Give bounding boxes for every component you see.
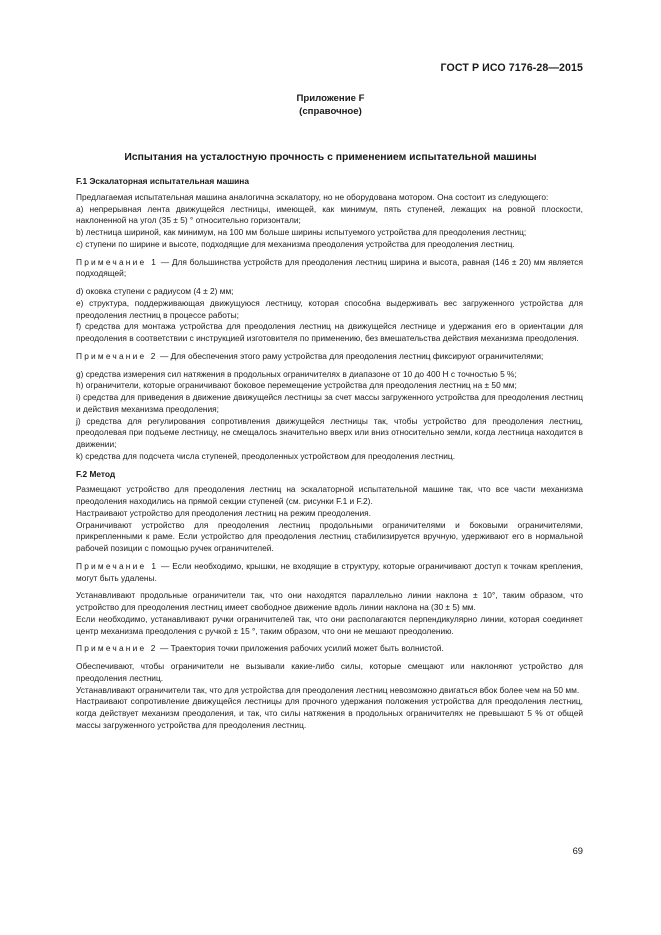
list-item-e: e) структура, поддерживающая движущуюся лестницу, которая способна выдерживать вес загруженного устройства для преодоления лестниц в процессе работы; xyxy=(76,297,583,320)
list-item-a: a) непрерывная лента движущейся лестницы, имеющей, как минимум, пять ступеней, лежащих на ровной плоскости, наклоненной на угол (35 ± 5) ° относительно горизонтали; xyxy=(76,203,583,226)
note-text: — Если необходимо, крышки, не входящие в структуру, которые ограничивают доступ к точкам крепления, могут быть удалены. xyxy=(76,560,584,583)
paragraph: Устанавливают ограничители так, что для устройства для преодоления лестниц невозможно двигаться вбок более чем на 50 мм. xyxy=(76,684,580,695)
note-label: Примечание 1 xyxy=(76,560,159,571)
paragraph: Ограничивают устройство для преодоления лестниц продольными ограничителями и боковыми ограничителями, прикрепленными к раме. Если устройство для преодоления лестниц стабилизируется вручную, удерживают его в нормальной рабочей позиции с помощью ручек ограничителей. xyxy=(76,519,583,553)
paragraph: Устанавливают продольные ограничители так, что они находятся параллельно линии наклона ± 10°, таким образом, что устройство для преодоления лестниц имеет свободное движение вдоль линии наклона на (30 ± 5) мм. xyxy=(76,590,583,612)
annex-heading xyxy=(0,92,661,118)
document-body xyxy=(76,176,583,732)
paragraph: Предлагаемая испытательная машина аналогична эскалатору, но не оборудована мотором. Она состоит из следующего: xyxy=(76,191,549,202)
note-1 xyxy=(76,257,583,281)
list-item-i: i) средства для приведения в движение движущейся лестницы за счет массы загруженного устройства для преодоления лестниц и действия механизма преодоления; xyxy=(76,392,583,414)
note-text: — Для большинства устройств для преодоления лестниц ширина и высота, равная (146 ± 20) мм является подходящей; xyxy=(76,256,584,279)
note-2 xyxy=(76,643,583,655)
list-item-d: d) оковка ступени с радиусом (4 ± 2) мм; xyxy=(76,286,234,296)
paragraph: Настраивают сопротивление движущейся лестницы для прочного удержания положения устройства для преодоления лестниц, когда действует механизм преодоления, и так, что силы натяжения в продольных ограничителях не превышают 5 % от общей массы загруженного устройства для преодоления лестниц. xyxy=(76,696,583,730)
list-item-f: f) средства для монтажа устройства для преодоления лестниц на движущейся лестнице и удержания его в ориентации для преодоления в соответствии с инструкцией изготовителя по применению, без вмешательства действия механизма преодоления. xyxy=(76,321,583,343)
list-item-c: c) ступени по ширине и высоте, подходящие для механизма преодоления устройства для преодоления лестниц. xyxy=(76,238,515,249)
annex-title: Приложение F xyxy=(296,93,365,104)
note-label: Примечание 2 xyxy=(76,350,158,361)
paragraph: Настраивают устройство для преодоления лестниц на режим преодоления. xyxy=(76,507,371,518)
note-1 xyxy=(76,561,583,585)
section-heading-f2: F.2 Метод xyxy=(76,468,116,479)
note-label: Примечание 1 xyxy=(76,256,159,267)
list-item-g: g) средства измерения сил натяжения в продольных ограничителях в диапазоне от 10 до 400 Н с точностью 5 %; xyxy=(76,368,517,379)
page-number: 69 xyxy=(572,845,583,856)
list-item-b: b) лестница шириной, как минимум, на 100 мм больше ширины испытуемого устройства для преодоления лестниц; xyxy=(76,227,527,237)
note-label: Примечание 2 xyxy=(76,643,158,654)
list-item-j: j) средства для регулирования сопротивления движущейся лестницы так, чтобы устройство для преодоления лестниц, преодолевая при подъеме лестницу, не смещалось значительно вверх или вниз относительно земли, когда лестница находится в движении; xyxy=(76,415,583,449)
list-item-k: k) средства для подсчета числа ступеней, преодоленных устройством для преодоления лестниц. xyxy=(76,450,456,461)
annex-type: (справочное) xyxy=(299,106,362,117)
document-id: ГОСТ Р ИСО 7176-28—2015 xyxy=(440,62,583,74)
page-title: Испытания на усталостную прочность с применением испытательной машины xyxy=(124,152,537,163)
note-text: — Траектория точки приложения рабочих усилий может быть волнистой. xyxy=(157,643,444,654)
note-text: — Для обеспечения этого раму устройства для преодоления лестниц фиксируют ограничителями; xyxy=(157,350,544,361)
paragraph: Обеспечивают, чтобы ограничители не вызывали какие-либо силы, которые смещают или наклоняют устройство для преодоления лестниц. xyxy=(76,661,583,683)
paragraph: Если необходимо, устанавливают ручки ограничителей так, что они располагаются перпендикулярно линии, которая соединяет центр механизма преодоления с ручкой ± 15 °, таким образом, что они не мешают преодолению. xyxy=(76,613,583,636)
section-heading-f1: F.1 Эскалаторная испытательная машина xyxy=(76,176,249,186)
paragraph: Размещают устройство для преодоления лестниц на эскалаторной испытательной машине так, что все части механизма преодоления находились на прямой секции ступеней (см. рисунки F.1 и F.2). xyxy=(76,484,583,506)
list-item-h: h) ограничители, которые ограничивают боковое перемещение устройства для преодоления лестниц на ± 50 мм; xyxy=(76,380,517,391)
note-2 xyxy=(76,351,583,363)
